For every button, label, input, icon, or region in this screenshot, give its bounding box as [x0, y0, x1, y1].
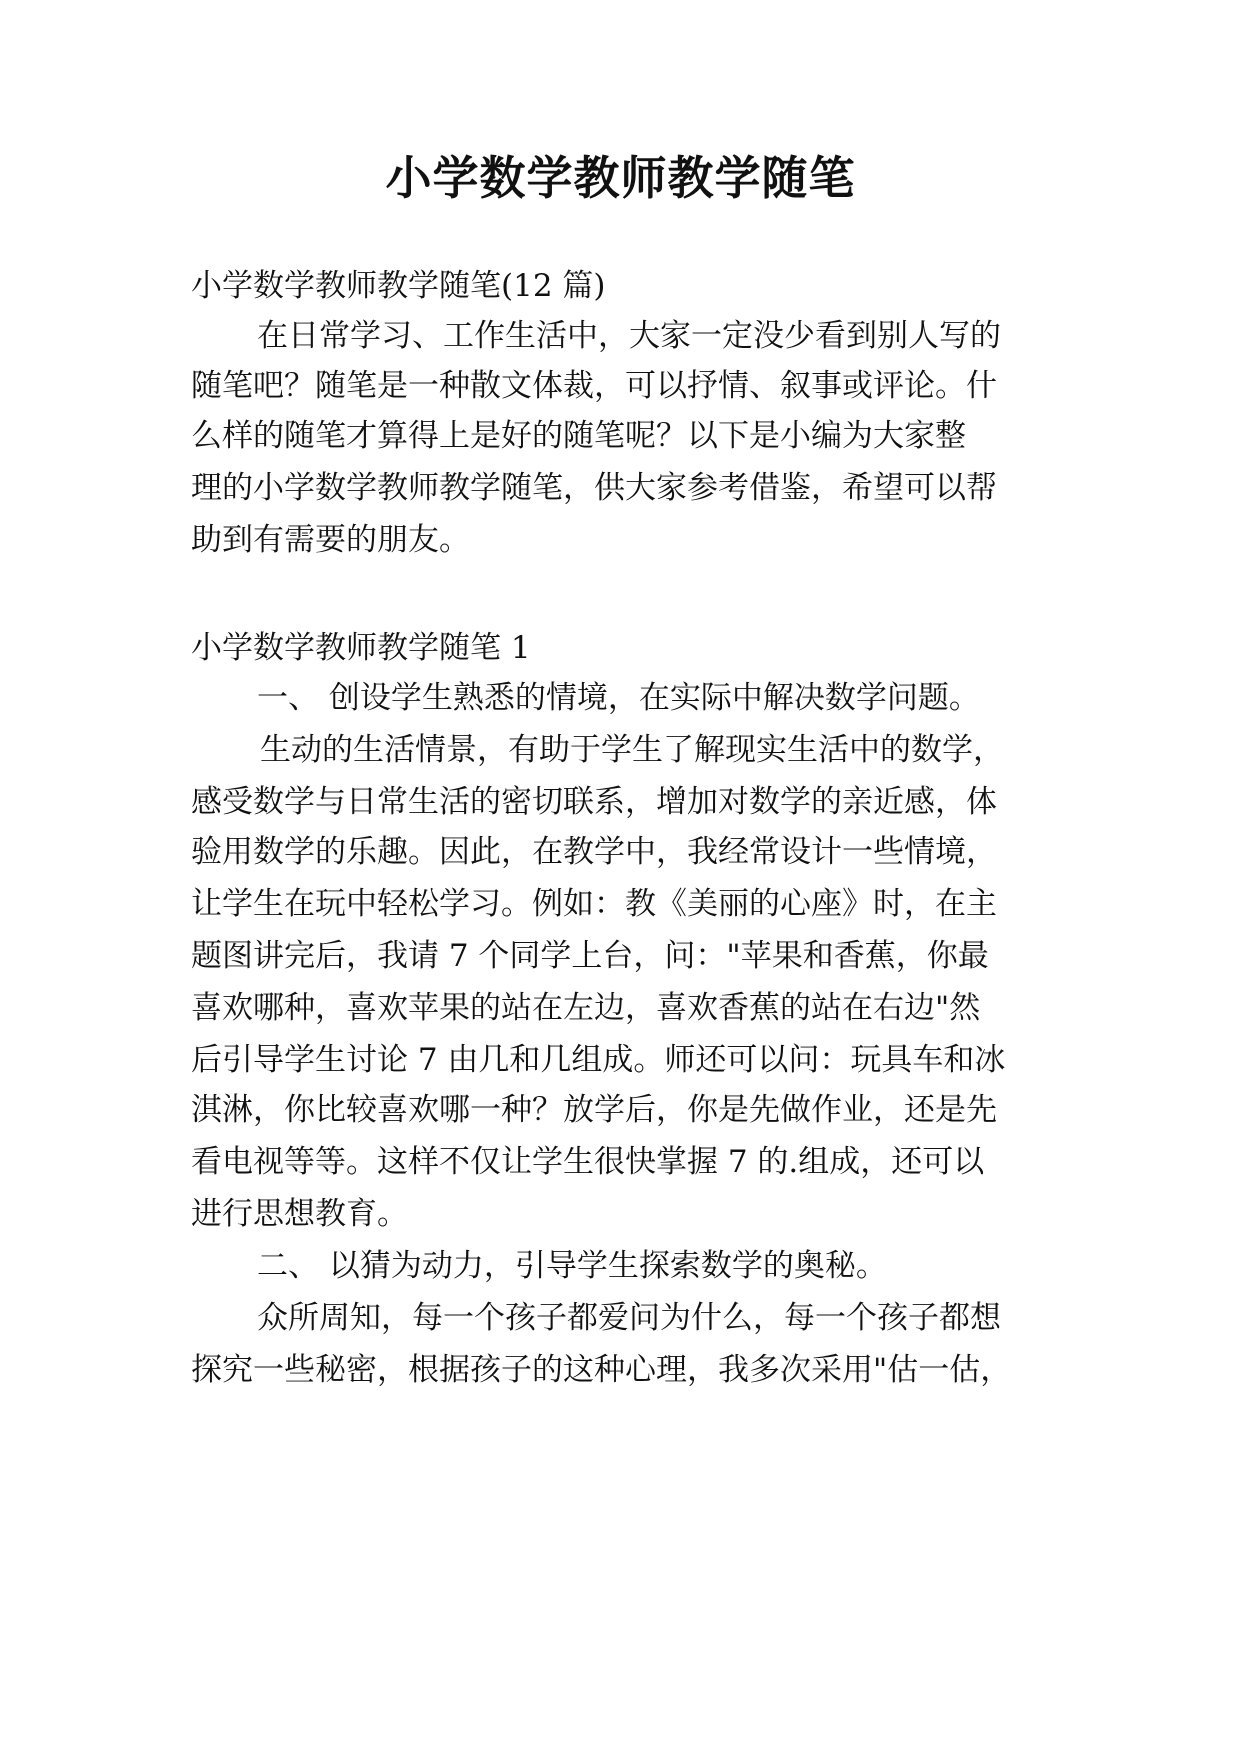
- paragraph-line: 进行思想教育。: [191, 1196, 408, 1232]
- paragraph-line: 么样的随笔才算得上是好的随笔呢？以下是小编为大家整: [191, 418, 966, 454]
- paragraph-line: 随笔吧？随笔是一种散文体裁，可以抒情、叙事或评论。什: [191, 368, 997, 404]
- paragraph-line: 感受数学与日常生活的密切联系，增加对数学的亲近感，体: [191, 784, 997, 820]
- paragraph-line: 题图讲完后，我请 7 个同学上台，问："苹果和香蕉，你最: [191, 938, 989, 974]
- paragraph-line: 喜欢哪种，喜欢苹果的站在左边，喜欢香蕉的站在右边"然: [191, 990, 981, 1026]
- paragraph-line: 在日常学习、工作生活中，大家一定没少看到别人写的: [257, 318, 1001, 354]
- paragraph-line: 探究一些秘密，根据孩子的这种心理，我多次采用"估一估，: [191, 1352, 1012, 1388]
- paragraph-line: 让学生在玩中轻松学习。例如：教《美丽的心座》时，在主: [191, 886, 997, 922]
- document-title: 小学数学教师教学随笔: [385, 151, 856, 205]
- subtitle-line: 小学数学教师教学随笔(12 篇): [191, 268, 606, 304]
- paragraph-line: 看电视等等。这样不仅让学生很快掌握 7 的.组成，还可以: [191, 1144, 985, 1180]
- paragraph-line: 众所周知，每一个孩子都爱问为什么，每一个孩子都想: [257, 1300, 1001, 1336]
- paragraph-line: 助到有需要的朋友。: [191, 522, 470, 558]
- paragraph-line: 生动的生活情景，有助于学生了解现实生活中的数学，: [260, 732, 1004, 768]
- paragraph-line: 淇淋，你比较喜欢哪一种？放学后，你是先做作业，还是先: [191, 1092, 997, 1128]
- paragraph-line: 理的小学数学教师教学随笔，供大家参考借鉴，希望可以帮: [191, 470, 997, 506]
- subheading-line: 一、 创设学生熟悉的情境，在实际中解决数学问题。: [257, 680, 980, 716]
- section-heading: 小学数学教师教学随笔 1: [191, 630, 531, 666]
- paragraph-line: 后引导学生讨论 7 由几和几组成。师还可以问：玩具车和冰: [191, 1042, 1006, 1078]
- subheading-line: 二、 以猜为动力，引导学生探索数学的奥秘。: [257, 1248, 887, 1284]
- paragraph-line: 验用数学的乐趣。因此，在教学中，我经常设计一些情境，: [191, 834, 997, 870]
